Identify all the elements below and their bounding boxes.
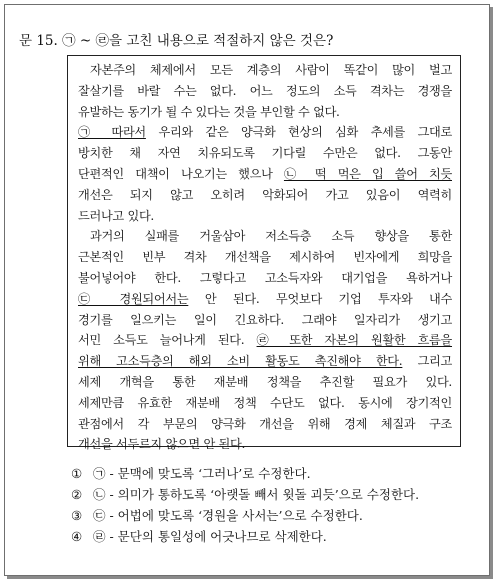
option-number: ② [71, 487, 83, 502]
passage-line [78, 164, 452, 185]
answer-option-3[interactable] [71, 505, 419, 526]
passage-line [78, 351, 452, 372]
passage-text: 그리고 [402, 354, 452, 369]
option-number: ④ [71, 529, 83, 544]
passage-line [78, 143, 452, 164]
passage-text: 우리와 같은 양극화 현상의 심화 추세를 그대로 [145, 125, 452, 140]
underlined-phrase: ㉣ 또한 자본의 원활한 흐름을 [256, 333, 453, 348]
answer-option-4[interactable] [71, 526, 419, 547]
question-number: 문 15. [19, 33, 58, 49]
passage-box [67, 55, 461, 452]
passage-line [78, 226, 452, 247]
passage-line [78, 60, 452, 81]
passage-text: 드러나고 있다. [78, 208, 154, 223]
passage-text: 경기를 일으키는 일이 긴요하다. 그래야 일자리가 생기고 [78, 312, 452, 327]
passage-line [78, 102, 452, 123]
passage-line [78, 122, 452, 143]
option-text: ㉡ - 의미가 통하도록 ‘아랫돌 빼서 윗돌 괴듯’으로 수정한다. [93, 487, 420, 502]
passage-line [78, 330, 452, 351]
question-card [4, 4, 490, 576]
passage-text: 세제만큼 유효한 재분배 정책 수단도 없다. 동시에 장기적인 [78, 395, 452, 410]
passage-line [78, 289, 452, 310]
answer-option-2[interactable] [71, 484, 419, 505]
passage-line [78, 372, 452, 393]
option-text: ㉠ - 문맥에 맞도록 ‘그러나’로 수정한다. [93, 466, 311, 481]
passage-line [78, 393, 452, 414]
option-text: ㉣ - 문단의 통일성에 어긋나므로 삭제한다. [93, 529, 327, 544]
passage-text: 근본적인 빈부 격차 개선책을 제시하여 빈자에게 희망을 [78, 250, 452, 265]
passage-line [78, 434, 452, 455]
passage-line [78, 206, 452, 227]
passage-text: 서민 소득도 늘어나게 된다. [78, 333, 257, 348]
underlined-phrase: ㉢ 경원되어서는 [78, 291, 189, 306]
passage-text: 안 된다. 무엇보다 기업 투자와 내수 [188, 291, 452, 306]
passage-text: 유발하는 동기가 될 수 있다는 것을 부인할 수 없다. [78, 104, 340, 119]
passage-text: 자본주의 체제에서 모든 계층의 사람이 똑같이 많이 벌고 [90, 63, 452, 77]
passage-text: 관점에서 각 부문의 양극화 개선을 위해 경제 체질과 구조 [78, 416, 452, 431]
passage-text: 단편적인 대책이 나오기는 했으나 [78, 166, 284, 181]
passage-text: 과거의 실패를 거울삼아 저소득층 소득 향상을 통한 [90, 229, 452, 244]
passage-text: 불어넣어야 한다. 그렇다고 고소득자와 대기업을 욕하거나 [78, 270, 452, 285]
option-number: ③ [71, 508, 83, 523]
passage-text: 개선은 되지 않고 오히려 악화되어 가고 있음이 역력히 [78, 187, 452, 202]
option-number: ① [71, 466, 83, 481]
passage-text: 잘살기를 바랄 수는 없다. 어느 정도의 소득 격차는 경쟁을 [78, 83, 452, 98]
underlined-phrase: ㉡ 떡 먹은 입 쓸어 치듯 [283, 166, 452, 181]
answer-options [71, 463, 419, 547]
passage-text: 방치한 채 자연 치유되도록 기다릴 수만은 없다. 그동안 [78, 146, 452, 161]
underlined-phrase: ㉠ 따라서 [78, 125, 146, 140]
answer-option-1[interactable] [71, 463, 419, 484]
option-text: ㉢ - 어법에 맞도록 ‘경원을 사서는’으로 수정한다. [93, 508, 363, 523]
passage-line [78, 310, 452, 331]
question-header [19, 29, 333, 49]
passage-text: 개선을 서두르지 않으면 안 된다. [78, 437, 246, 452]
passage-line [78, 268, 452, 289]
passage-line [78, 185, 452, 206]
passage-line [78, 414, 452, 435]
underlined-phrase: 위해 고소득층의 해외 소비 활동도 촉진해야 한다. [78, 354, 403, 369]
passage-line [78, 81, 452, 102]
passage-text: 세제 개혁을 통한 재분배 정책을 추진할 필요가 있다. [78, 374, 452, 389]
question-text: ㉠ ~ ㉣을 고친 내용으로 적절하지 않은 것은? [62, 33, 334, 49]
passage-line [78, 247, 452, 268]
